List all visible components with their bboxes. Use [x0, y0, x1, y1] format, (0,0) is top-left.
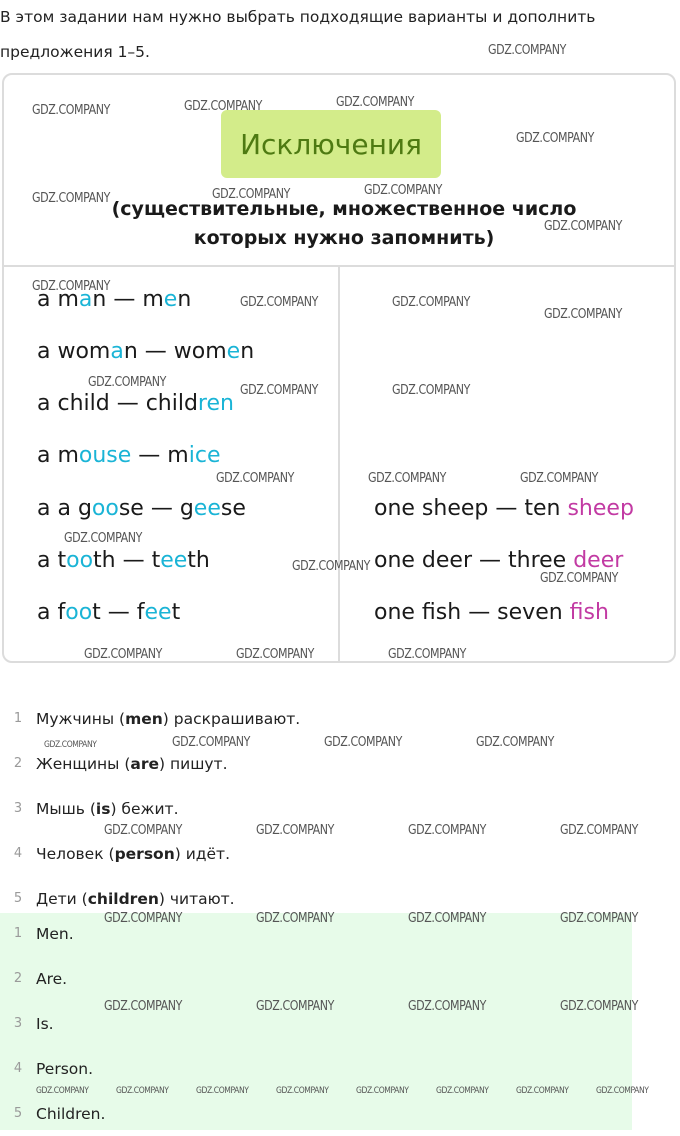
answer-item: 5 Children. — [13, 1104, 106, 1123]
watermark: GDZ.COMPANY — [544, 307, 622, 322]
watermark: GDZ.COMPANY — [196, 1086, 249, 1096]
watermark: GDZ.COMPANY — [240, 295, 318, 310]
watermark: GDZ.COMPANY — [236, 647, 314, 662]
list-item: 3 Мышь ( is ) бежит. — [13, 799, 179, 818]
watermark: GDZ.COMPANY — [544, 219, 622, 234]
watermark: GDZ.COMPANY — [32, 191, 110, 206]
watermark: GDZ.COMPANY — [516, 1086, 569, 1096]
list-item: 4 Человек ( person ) идёт. — [13, 844, 230, 863]
watermark: GDZ.COMPANY — [560, 823, 638, 838]
noun-pair-foot: a foot — feet — [37, 600, 181, 625]
intro-text: В этом задании нам нужно выбрать подходящие варианты и дополнить предложения 1–5. — [0, 8, 596, 61]
watermark: GDZ.COMPANY — [276, 1086, 329, 1096]
watermark: GDZ.COMPANY — [388, 647, 466, 662]
answer-item: 3 Is. — [13, 1014, 54, 1033]
watermark: GDZ.COMPANY — [408, 823, 486, 838]
noun-pair-tooth: a tooth — teeth — [37, 548, 210, 573]
noun-pair-goose: a a goose — geese — [37, 496, 246, 521]
watermark: GDZ.COMPANY — [392, 383, 470, 398]
noun-pair-woman: a woman — women — [37, 339, 255, 364]
watermark: GDZ.COMPANY — [364, 183, 442, 198]
watermark: GDZ.COMPANY — [408, 999, 486, 1014]
table-divider-vertical — [338, 267, 340, 661]
watermark: GDZ.COMPANY — [64, 531, 142, 546]
watermark: GDZ.COMPANY — [520, 471, 598, 486]
watermark: GDZ.COMPANY — [216, 471, 294, 486]
watermark: GDZ.COMPANY — [104, 823, 182, 838]
list-item: 1 Мужчины ( men ) раскрашивают. — [13, 709, 301, 728]
watermark: GDZ.COMPANY — [324, 735, 402, 750]
watermark: GDZ.COMPANY — [368, 471, 446, 486]
watermark: GDZ.COMPANY — [356, 1086, 409, 1096]
watermark: GDZ.COMPANY — [408, 911, 486, 926]
watermark: GDZ.COMPANY — [84, 647, 162, 662]
noun-pair-man: a man — men — [37, 287, 192, 312]
noun-pair-deer: one deer — three deer — [374, 548, 624, 573]
watermark: GDZ.COMPANY — [240, 383, 318, 398]
answer-item: 4 Person. — [13, 1059, 94, 1078]
watermark: GDZ.COMPANY — [596, 1086, 649, 1096]
noun-pair-sheep: one sheep — ten sheep — [374, 496, 634, 521]
watermark: GDZ.COMPANY — [104, 911, 182, 926]
watermark: GDZ.COMPANY — [292, 559, 370, 574]
watermark: GDZ.COMPANY — [392, 295, 470, 310]
answer-item: 2 Are. — [13, 969, 68, 988]
watermark: GDZ.COMPANY — [32, 103, 110, 118]
watermark: GDZ.COMPANY — [476, 735, 554, 750]
watermark: GDZ.COMPANY — [256, 823, 334, 838]
noun-pair-fish: one fish — seven fish — [374, 600, 609, 625]
watermark: GDZ.COMPANY — [516, 131, 594, 146]
watermark: GDZ.COMPANY — [32, 279, 110, 294]
watermark: GDZ.COMPANY — [560, 911, 638, 926]
answer-item: 1 Men. — [13, 924, 74, 943]
watermark: GDZ.COMPANY — [336, 95, 414, 110]
noun-pair-child: a child — children — [37, 391, 234, 416]
watermark: GDZ.COMPANY — [44, 740, 97, 750]
watermark: GDZ.COMPANY — [36, 1086, 89, 1096]
watermark: GDZ.COMPANY — [540, 571, 618, 586]
table-subtitle: (существительные, множественное число которых нужно запомнить) — [111, 198, 577, 249]
watermark: GDZ.COMPANY — [256, 911, 334, 926]
watermark: GDZ.COMPANY — [488, 43, 566, 58]
list-item: 5 Дети ( children ) читают. — [13, 889, 235, 908]
table-title: Исключения — [221, 110, 441, 178]
watermark: GDZ.COMPANY — [116, 1086, 169, 1096]
watermark: GDZ.COMPANY — [184, 99, 262, 114]
watermark: GDZ.COMPANY — [436, 1086, 489, 1096]
watermark: GDZ.COMPANY — [88, 375, 166, 390]
watermark: GDZ.COMPANY — [104, 999, 182, 1014]
watermark: GDZ.COMPANY — [560, 999, 638, 1014]
watermark: GDZ.COMPANY — [212, 187, 290, 202]
watermark: GDZ.COMPANY — [256, 999, 334, 1014]
list-item: 2 Женщины ( are ) пишут. — [13, 754, 228, 773]
noun-pair-mouse: a mouse — mice — [37, 443, 221, 468]
watermark: GDZ.COMPANY — [172, 735, 250, 750]
